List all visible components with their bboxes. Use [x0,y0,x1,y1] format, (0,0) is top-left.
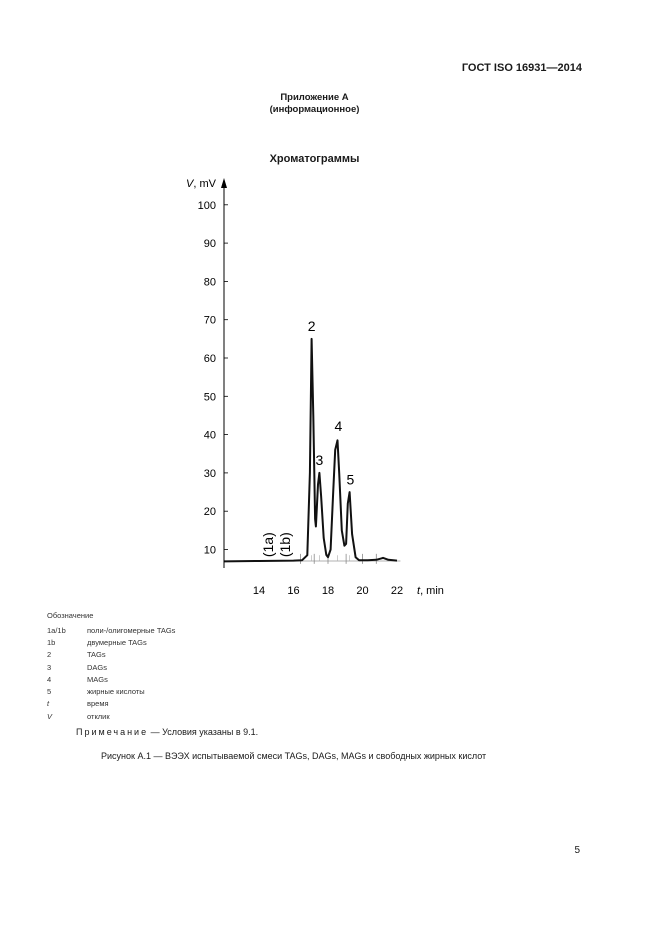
legend-key: t [47,699,50,709]
legend-row [47,661,175,673]
legend-desc: отклик [87,711,110,721]
x-tick-label: 18 [321,585,335,597]
standard-number: ГОСТ ISO 16931—2014 [461,62,582,74]
y-tick-label: 80 [203,276,216,289]
y-axis-arrow [221,178,227,188]
legend-key: 4 [47,674,52,684]
appendix-title: Приложение А [280,92,349,103]
legend-desc: время [87,699,109,709]
legend-key: 1b [47,637,56,647]
legend-key: 5 [47,687,52,697]
figure-caption: Рисунок А.1 — ВЭЭХ испытываемой смеси TAGs, DAGs, MAGs и свободных жирных кислот [101,751,487,761]
y-tick-label: 60 [203,353,216,365]
legend-desc: двумерные TAGs [87,637,147,647]
peak-label: 4 [334,417,343,434]
peak-label: 3 [315,452,324,469]
legend-key: V [47,711,53,721]
legend-desc: TAGs [87,650,106,660]
legend [47,611,175,722]
legend-key: 2 [47,650,52,660]
legend-title: Обозначение [47,611,94,620]
legend-row [47,649,175,661]
legend-row [47,685,175,697]
peak-label: (1b) [277,532,294,558]
legend-row [47,698,175,710]
x-tick-label: 16 [287,585,300,597]
y-tick-label: 20 [203,506,216,519]
y-tick-label: 90 [203,238,216,251]
legend-row [47,636,175,648]
legend-desc: поли-/олигомерные TAGs [87,625,176,635]
legend-desc: DAGs [87,662,108,672]
peak-label: (1a) [259,532,276,558]
y-axis-label: V, mV [186,178,216,190]
y-tick-label: 100 [197,199,216,212]
y-tick-label: 50 [203,391,216,404]
y-tick-label: 10 [203,544,216,557]
y-tick-label: 70 [203,314,216,327]
chromatogram-line [225,339,398,562]
legend-row [47,673,175,685]
appendix-subtitle: (информационное) [269,104,360,115]
legend-desc: MAGs [87,674,108,684]
x-tick-label: 14 [252,585,266,597]
chart-title: Хроматограммы [269,153,360,165]
peak-label: 2 [307,318,316,335]
legend-key: 3 [47,662,52,672]
y-tick-label: 40 [203,429,216,442]
figure-note [76,727,258,737]
legend-row [47,710,175,722]
peak-label: 5 [346,471,355,488]
x-axis-label: t, min [417,585,444,597]
note-text: — Условия указаны в 9.1. [148,727,259,737]
x-tick-label: 22 [390,585,404,597]
legend-row [47,624,175,636]
x-tick-label: 20 [356,585,369,597]
note-prefix: Примечание [76,727,149,737]
page-number: 5 [574,845,580,856]
legend-desc: жирные кислоты [87,687,145,697]
y-tick-label: 30 [203,467,216,480]
legend-key: 1a/1b [47,625,66,635]
